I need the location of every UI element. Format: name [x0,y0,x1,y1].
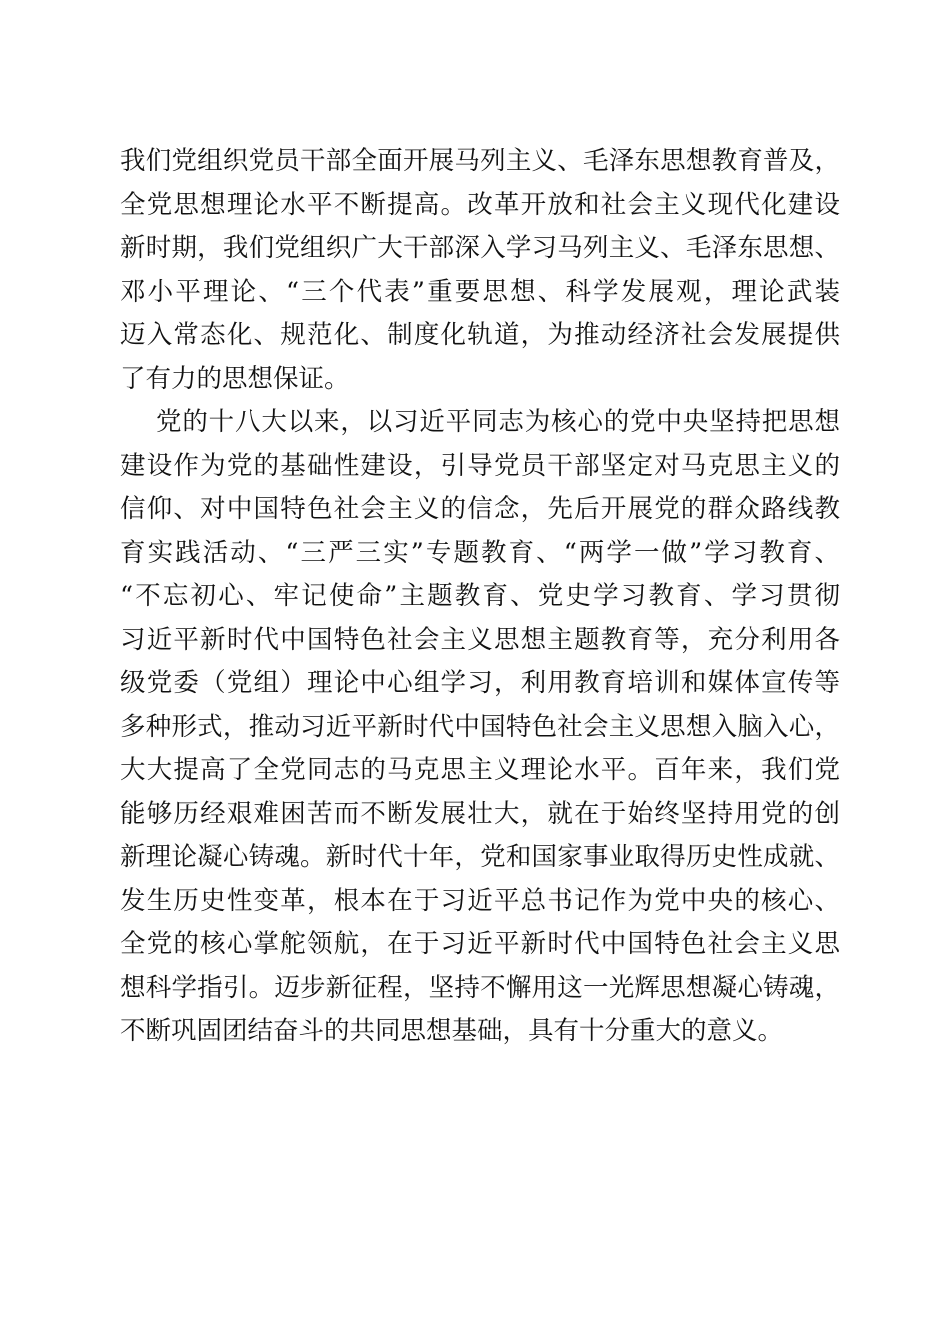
text-line: 建设作为党的基础性建设，引导党员干部坚定对马克思主义的 [120,450,840,481]
text-line: “不忘初心、牢记使命”主题教育、党史学习教育、学习贯彻 [120,581,840,611]
paragraph-2 [120,401,840,1054]
text-line: 育实践活动、“三严三实”专题教育、“两学一做”学习教育、 [120,537,840,568]
text-line: 新理论凝心铸魂。新时代十年，党和国家事业取得历史性成就、 [120,842,840,872]
text-line: 新时期，我们党组织广大干部深入学习马列主义、毛泽东思想、 [120,233,840,263]
text-line: 能够历经艰难困苦而不断发展壮大，就在于始终坚持用党的创 [120,798,840,829]
text-line: 全党思想理论水平不断提高。改革开放和社会主义现代化建设 [120,189,840,220]
text-line: 全党的核心掌舵领航，在于习近平新时代中国特色社会主义思 [120,929,840,959]
text-line: 级党委（党组）理论中心组学习，利用教育培训和媒体宣传等 [120,668,840,698]
paragraph-1 [120,140,840,401]
text-line: 了有力的思想保证。 [120,363,350,394]
text-line: 邓小平理论、“三个代表”重要思想、科学发展观，理论武装 [120,276,840,307]
text-line: 信仰、对中国特色社会主义的信念，先后开展党的群众路线教 [120,494,840,524]
text-line: 大大提高了全党同志的马克思主义理论水平。百年来，我们党 [120,755,840,785]
text-line: 多种形式，推动习近平新时代中国特色社会主义思想入脑入心， [120,711,840,742]
text-line: 党的十八大以来，以习近平同志为核心的党中央坚持把思想 [156,407,840,437]
text-line: 想科学指引。迈步新征程，坚持不懈用这一光辉思想凝心铸魂， [120,972,840,1003]
text-line: 不断巩固团结奋斗的共同思想基础，具有十分重大的意义。 [120,1016,784,1046]
text-line: 我们党组织党员干部全面开展马列主义、毛泽东思想教育普及， [120,146,840,176]
text-line: 迈入常态化、规范化、制度化轨道，为推动经济社会发展提供 [120,320,840,350]
text-line: 发生历史性变革，根本在于习近平总书记作为党中央的核心、 [120,885,840,916]
text-line: 习近平新时代中国特色社会主义思想主题教育等，充分利用各 [120,624,840,655]
body-text [120,140,840,1054]
